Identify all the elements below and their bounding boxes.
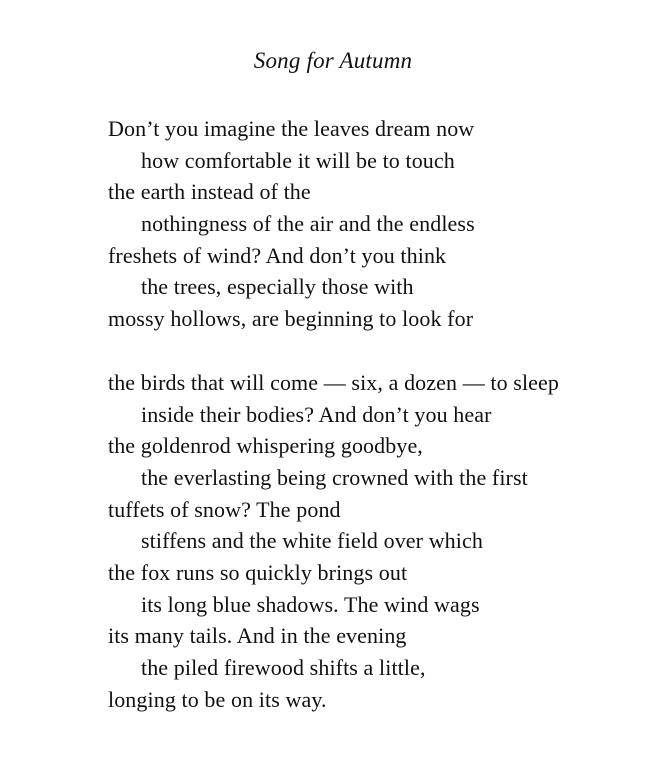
poem-line: Don’t you imagine the leaves dream now [108,116,475,141]
poem-line: mossy hollows, are beginning to look for [108,306,474,332]
poem-line: its many tails. And in the evening [108,623,407,649]
poem-line: tuffets of snow? The pond [108,496,341,522]
stanza-1 [108,113,559,335]
poem-body [108,113,559,715]
poem-line: longing to be on its way. [108,686,327,712]
stanza-2 [108,367,559,716]
poem-line: inside their bodies? And don’t you hear [141,401,492,427]
poem-line: the fox runs so quickly brings out [108,559,408,585]
poem-line: its long blue shadows. The wind wags [141,591,480,617]
poem-line: nothingness of the air and the endless [141,211,475,237]
poem-line: the everlasting being crowned with the first [141,464,528,490]
poem-line: stiffens and the white field over which [141,528,483,554]
poem-title: Song for Autumn [253,48,413,73]
poem-line: the earth instead of the [108,179,311,205]
poem-line: freshets of wind? And don’t you think [108,242,447,268]
poem-line: the goldenrod whispering goodbye, [108,433,423,459]
poem-line: the trees, especially those with [141,274,414,300]
poem-line: how comfortable it will be to touch [141,147,455,173]
poem-line: the piled firewood shifts a little, [141,655,426,680]
poem-line: the birds that will come — six, a dozen — to sleep [108,369,560,395]
